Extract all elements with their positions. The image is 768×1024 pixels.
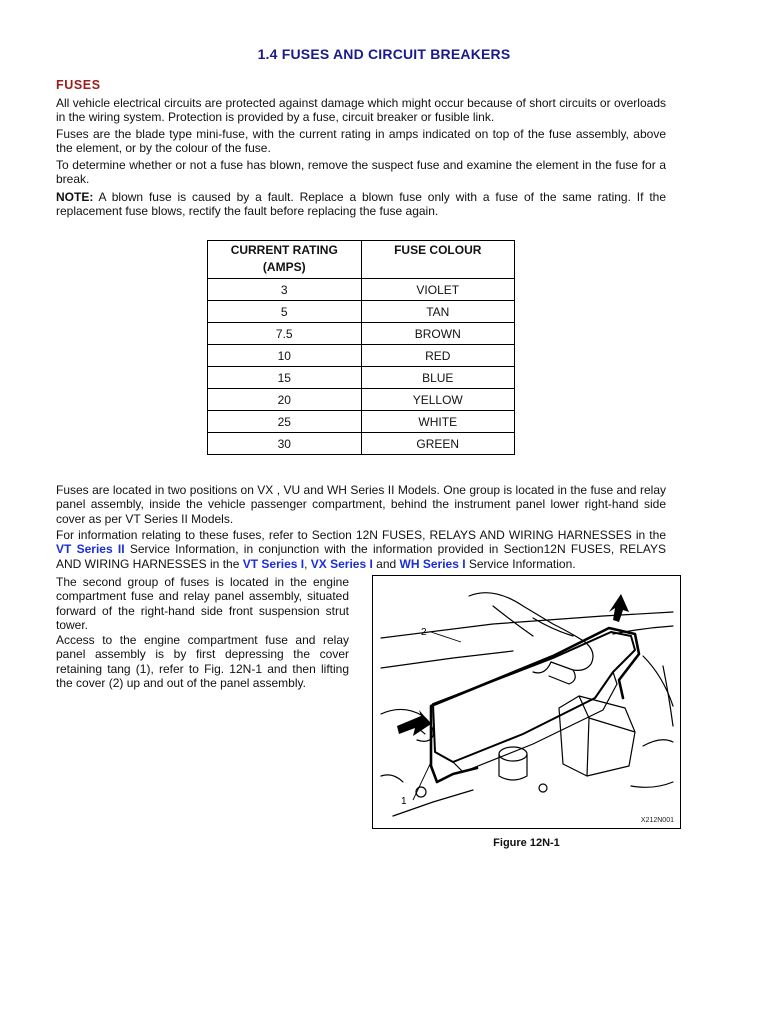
paragraph-protection: All vehicle electrical circuits are protected against damage which might occur because of short circuits or overloads in the wiring system. Protection is provided by a fuse, circuit breaker or fusible link. [56, 96, 666, 125]
link-vx-series-i[interactable]: VX Series I [310, 556, 373, 571]
cell-rating: 7.5 [208, 323, 362, 345]
paragraph-access-procedure: Access to the engine compartment fuse and relay panel assembly is by first depressing the cover retaining tang (1), refer to Fig. 12N-1 and then lifting the cover (2) up and out of the panel assembly. [56, 633, 349, 691]
table-row [208, 367, 515, 389]
section-heading-fuses: FUSES [56, 78, 101, 92]
callout-label-2: 2 [421, 627, 427, 638]
table-row [208, 389, 515, 411]
fuse-rating-table [207, 240, 515, 455]
paragraph-fuse-locations: Fuses are located in two positions on VX , VU and WH Series II Models. One group is located in the fuse and relay panel assembly, inside the vehicle passenger compartment, behind the instrument panel lower right-hand side cover as per VT Series II Models. [56, 483, 666, 526]
table-row [208, 411, 515, 433]
press-tang-arrow [397, 710, 431, 736]
cell-rating: 20 [208, 389, 362, 411]
paragraph-blown-check: To determine whether or not a fuse has blown, remove the suspect fuse and examine the element in the fuse for a break. [56, 158, 666, 187]
link-vt-series-i[interactable]: VT Series I [242, 556, 305, 571]
cell-rating: 30 [208, 433, 362, 455]
header-current-rating: CURRENT RATING (AMPS) [208, 241, 362, 279]
figure-code: X212N001 [640, 817, 674, 824]
note-paragraph [56, 190, 666, 219]
callout-label-1: 1 [401, 796, 407, 807]
figure-caption: Figure 12N-1 [493, 837, 560, 849]
table-row [208, 345, 515, 367]
cell-colour: RED [361, 345, 515, 367]
lift-up-arrow [609, 594, 629, 622]
paragraph-engine-compartment: The second group of fuses is located in the engine compartment fuse and relay panel assembly, situated forward of the right-hand side front suspension strut tower. [56, 575, 349, 633]
table-row [208, 433, 515, 455]
link-vt-series-ii[interactable]: VT Series II [56, 542, 125, 557]
fuse-panel-drawing [373, 576, 679, 827]
table-header-row [208, 241, 515, 279]
page-title: 1.4 FUSES AND CIRCUIT BREAKERS [257, 46, 511, 62]
note-label: NOTE: [56, 190, 94, 204]
paragraph-references: For information relating to these fuses, refer to Section 12N FUSES, RELAYS AND WIRING HARNESSES in the VT Series II Service Information, in conjunction with the information provided in Section12N FUSES, RELAYS AND WIRING HARNESSES in the VT Series I, VX Series I and WH Series I Service Information. [56, 528, 666, 571]
cell-colour: YELLOW [361, 389, 515, 411]
cell-rating: 10 [208, 345, 362, 367]
cell-colour: GREEN [361, 433, 515, 455]
table-row [208, 279, 515, 301]
figure-fuse-panel-illustration [372, 575, 681, 829]
note-text: A blown fuse is caused by a fault. Replace a blown fuse only with a fuse of the same rating. If the replacement fuse blows, rectify the fault before replacing the fuse again. [56, 190, 666, 219]
header-fuse-colour: FUSE COLOUR [361, 241, 515, 279]
cell-rating: 15 [208, 367, 362, 389]
cell-rating: 25 [208, 411, 362, 433]
paragraph-fuse-type: Fuses are the blade type mini-fuse, with the current rating in amps indicated on top of the fuse assembly, above the element, or by the colour of the fuse. [56, 127, 666, 156]
cell-colour: BLUE [361, 367, 515, 389]
cell-colour: TAN [361, 301, 515, 323]
cell-colour: BROWN [361, 323, 515, 345]
link-wh-series-i[interactable]: WH Series I [399, 556, 466, 571]
cell-colour: WHITE [361, 411, 515, 433]
table-row [208, 301, 515, 323]
table-row [208, 323, 515, 345]
cell-colour: VIOLET [361, 279, 515, 301]
cell-rating: 5 [208, 301, 362, 323]
cell-rating: 3 [208, 279, 362, 301]
